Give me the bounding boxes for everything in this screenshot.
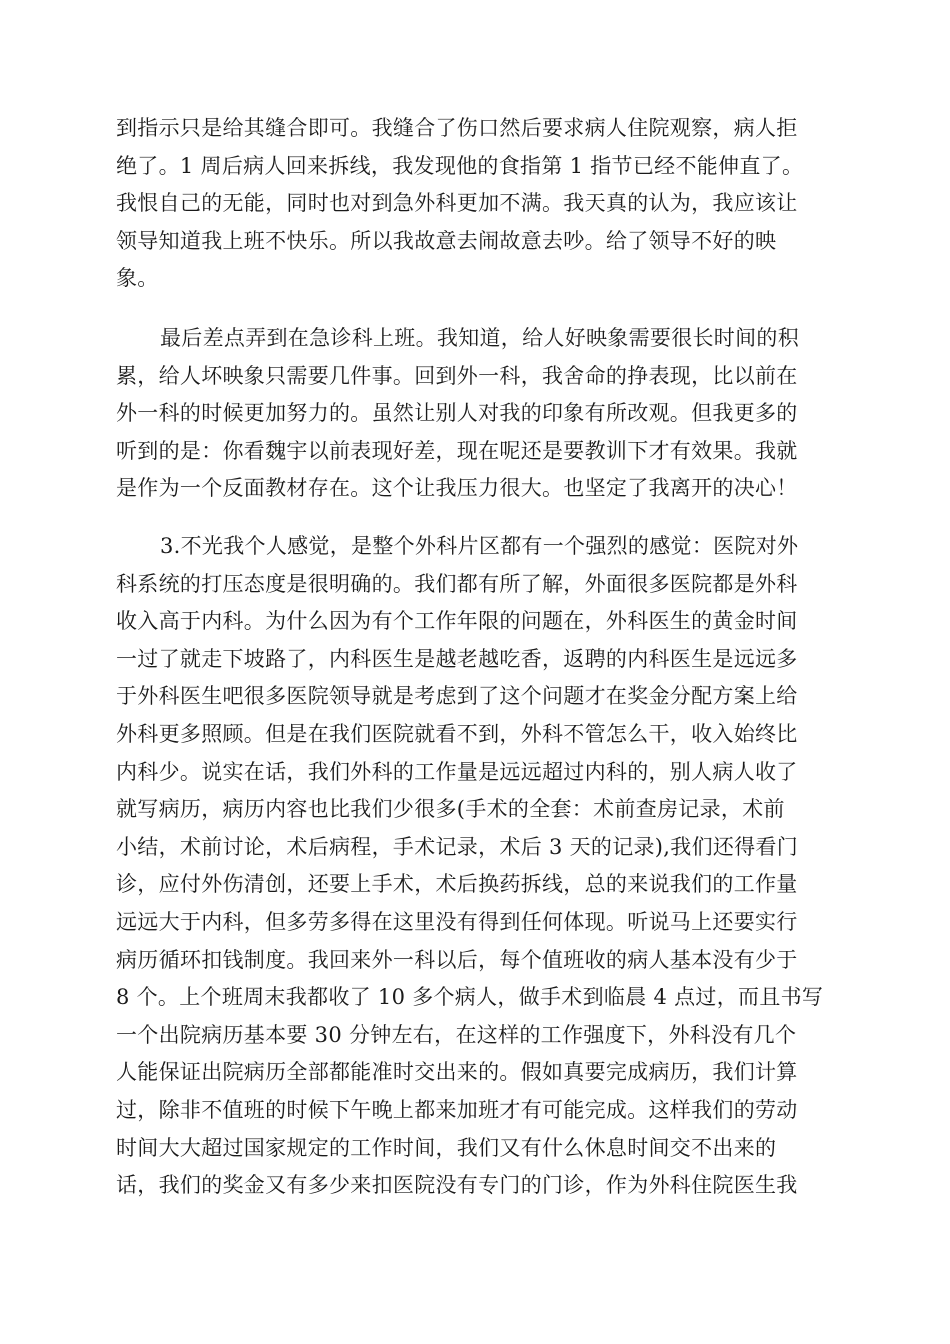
paragraph-line: 到指示只是给其缝合即可。我缝合了伤口然后要求病人住院观察，病人拒 xyxy=(116,116,798,140)
paragraph-line: 诊，应付外伤清创，还要上手术，术后换药拆线，总的来说我们的工作量 xyxy=(116,872,798,897)
paragraph-line: 于外科医生吧很多医院领导就是考虑到了这个问题才在奖金分配方案上给 xyxy=(116,684,798,709)
paragraph-line: 绝了。1 周后病人回来拆线，我发现他的食指第 1 指节已经不能伸直了。 xyxy=(116,153,804,178)
paragraph-line: 是作为一个反面教材存在。这个让我压力很大。也坚定了我离开的决心！ xyxy=(116,476,798,501)
paragraph-line: 小结，术前讨论，术后病程，手术记录，术后 3 天的记录),我们还得看门 xyxy=(116,834,799,859)
paragraph-3 xyxy=(116,528,832,1205)
paragraph-line: 内科少。说实在话，我们外科的工作量是远远超过内科的，别人病人收了 xyxy=(116,759,798,784)
paragraph-1 xyxy=(116,110,832,298)
paragraph-2 xyxy=(116,320,832,508)
paragraph-line: 我恨自己的无能，同时也对到急外科更加不满。我天真的认为，我应该让 xyxy=(116,191,798,216)
paragraph-line: 外一科的时候更加努力的。虽然让别人对我的印象有所改观。但我更多的 xyxy=(116,401,798,426)
paragraph-line: 外科更多照顾。但是在我们医院就看不到，外科不管怎么干，收入始终比 xyxy=(116,721,798,746)
paragraph-line: 收入高于内科。为什么因为有个工作年限的问题在，外科医生的黄金时间 xyxy=(116,609,798,634)
paragraph-line: 话，我们的奖金又有多少来扣医院没有专门的门诊，作为外科住院医生我 xyxy=(116,1173,798,1198)
paragraph-line: 一个出院病历基本要 30 分钟左右，在这样的工作强度下，外科没有几个 xyxy=(116,1022,797,1047)
paragraph-line: 8 个。上个班周末我都收了 10 多个病人，做手术到临晨 4 点过，而且书写 xyxy=(116,985,824,1010)
paragraph-line: 听到的是：你看魏宇以前表现好差，现在呢还是要教训下才有效果。我就 xyxy=(116,438,798,463)
paragraph-line: 就写病历，病历内容也比我们少很多(手术的全套：术前查房记录，术前 xyxy=(116,797,785,822)
paragraph-line: 人能保证出院病历全部都能准时交出来的。假如真要完成病历，我们计算 xyxy=(116,1060,798,1085)
paragraph-line: 科系统的打压态度是很明确的。我们都有所了解，外面很多医院都是外科 xyxy=(116,571,798,596)
paragraph-line: 领导知道我上班不快乐。所以我故意去闹故意去吵。给了领导不好的映 xyxy=(116,228,777,253)
paragraph-line: 病历循环扣钱制度。我回来外一科以后，每个值班收的病人基本没有少于 xyxy=(116,947,798,972)
paragraph-line: 象。 xyxy=(116,266,159,291)
paragraph-line: 远远大于内科，但多劳多得在这里没有得到任何体现。听说马上还要实行 xyxy=(116,909,798,934)
paragraph-line: 一过了就走下坡路了，内科医生是越老越吃香，返聘的内科医生是远远多 xyxy=(116,646,798,671)
paragraph-line: 累，给人坏映象只需要几件事。回到外一科，我舍命的挣表现，比以前在 xyxy=(116,363,798,388)
paragraph-line: 时间大大超过国家规定的工作时间，我们又有什么休息时间交不出来的 xyxy=(116,1135,777,1160)
paragraph-line: 最后差点弄到在急诊科上班。我知道，给人好映象需要很长时间的积 xyxy=(160,326,799,350)
paragraph-line: 3.不光我个人感觉，是整个外科片区都有一个强烈的感觉：医院对外 xyxy=(160,534,799,558)
paragraph-line: 过，除非不值班的时候下午晚上都来加班才有可能完成。这样我们的劳动 xyxy=(116,1097,798,1122)
